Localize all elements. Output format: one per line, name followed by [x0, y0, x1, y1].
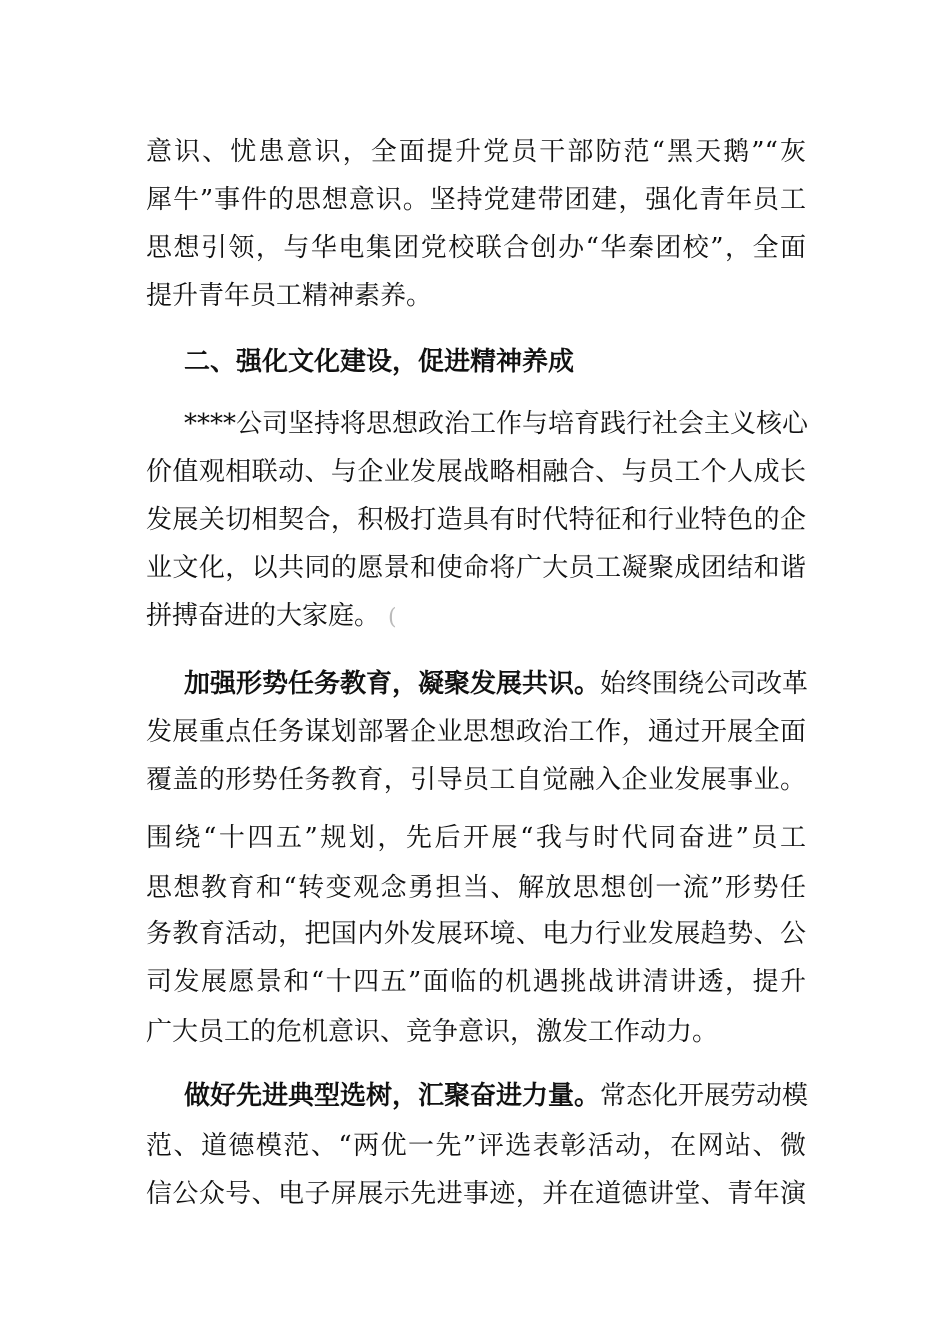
bold-lead: 做好先进典型选树，汇聚奋进力量。	[184, 1081, 601, 1111]
paragraph-line-last	[146, 596, 806, 636]
paragraph-line: 思想引领，与华电集团党校联合创办“华秦团校”，全面	[146, 233, 806, 263]
edit-mark: (	[388, 605, 397, 630]
paragraph-line: 价值观相联动、与企业发展战略相融合、与员工个人成长	[146, 457, 806, 487]
bold-lead: 加强形势任务教育，凝聚发展共识。	[184, 669, 601, 699]
paragraph-text: 常态化开展劳动模	[600, 1081, 809, 1111]
paragraph-text: 始终围绕公司改革	[600, 669, 809, 699]
paragraph-line: 发展重点任务谋划部署企业思想政治工作，通过开展全面	[146, 717, 806, 747]
paragraph-line: 务教育活动，把国内外发展环境、电力行业发展趋势、公	[146, 919, 806, 949]
paragraph-line: 犀牛”事件的思想意识。坚持党建带团建，强化青年员工	[146, 185, 806, 215]
paragraph-line: 围绕“十四五”规划，先后开展“我与时代同奋进”员工	[146, 823, 806, 853]
paragraph-line: 意识、忧患意识，全面提升党员干部防范“黑天鹅”“灰	[146, 137, 806, 167]
paragraph-line: 覆盖的形势任务教育，引导员工自觉融入企业发展事业。	[146, 765, 806, 795]
paragraph-text: 拼搏奋进的大家庭。	[146, 601, 381, 631]
paragraph-line: 业文化，以共同的愿景和使命将广大员工凝聚成团结和谐	[146, 553, 806, 583]
paragraph-line: 思想教育和“转变观念勇担当、解放思想创一流”形势任	[146, 873, 806, 903]
paragraph-line: 广大员工的危机意识、竞争意识，激发工作动力。	[146, 1017, 719, 1047]
paragraph-line: 范、道德模范、“两优一先”评选表彰活动，在网站、微	[146, 1131, 806, 1161]
section-heading: 二、强化文化建设，促进精神养成	[184, 347, 575, 377]
paragraph-first-line	[184, 664, 809, 704]
paragraph-line: 司发展愿景和“十四五”面临的机遇挑战讲清讲透，提升	[146, 967, 806, 997]
paragraph-line: 提升青年员工精神素养。	[146, 281, 433, 311]
paragraph-line: ****公司坚持将思想政治工作与培育践行社会主义核心	[184, 409, 809, 439]
paragraph-first-line	[184, 1076, 809, 1116]
paragraph-line: 发展关切相契合，积极打造具有时代特征和行业特色的企	[146, 505, 806, 535]
paragraph-line: 信公众号、电子屏展示先进事迹，并在道德讲堂、青年演	[146, 1179, 806, 1209]
